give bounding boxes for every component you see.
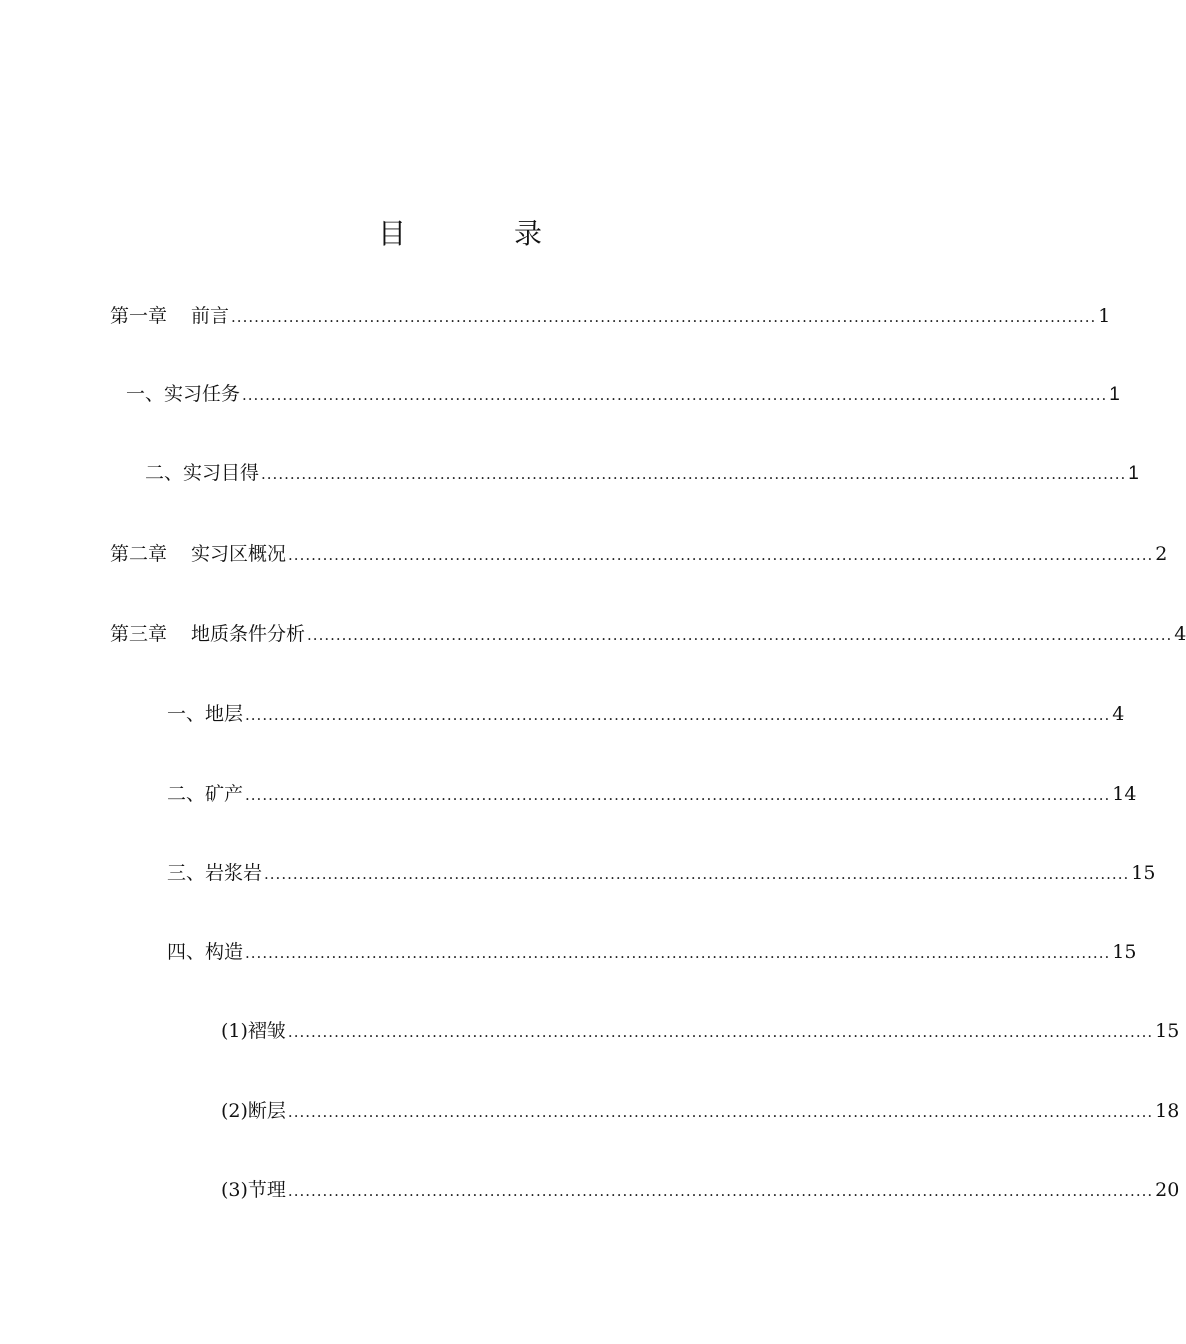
toc-page-number: 1	[1098, 305, 1111, 327]
toc-entry-label: 一、地层	[167, 703, 244, 725]
toc-entry[interactable]	[167, 859, 1156, 887]
toc-leader: ......................................................................................................................................................	[287, 1103, 1154, 1121]
toc-entry[interactable]	[110, 540, 1168, 568]
toc-page-number: 2	[1155, 543, 1168, 565]
toc-entry-label: 一、实习任务	[126, 383, 241, 405]
toc-entry[interactable]	[110, 620, 1186, 648]
toc-leader: ......................................................................................................................................................	[245, 706, 1111, 724]
toc-entry[interactable]	[221, 1176, 1180, 1204]
toc-page-number: 4	[1174, 623, 1186, 645]
toc-leader: ......................................................................................................................................................	[287, 1182, 1154, 1200]
toc-entry[interactable]	[167, 938, 1137, 966]
toc-leader: ......................................................................................................................................................	[242, 386, 1108, 404]
toc-page-number: 1	[1128, 463, 1139, 484]
toc-page-number: 15	[1112, 941, 1137, 963]
toc-leader: ......................................................................................................................................................	[264, 865, 1130, 883]
toc-page-number: 20	[1155, 1179, 1180, 1201]
toc-leader: ......................................................................................................................................................	[231, 308, 1097, 326]
toc-page-number: 18	[1155, 1100, 1180, 1122]
toc-title: 目 录	[377, 217, 582, 250]
toc-page-number: 15	[1155, 1020, 1180, 1042]
toc-entry[interactable]	[126, 380, 1120, 408]
toc-entry-label: 第三章 地质条件分析	[110, 623, 306, 645]
toc-leader: ......................................................................................................................................................	[307, 626, 1173, 644]
toc-entry-label: 三、岩浆岩	[167, 862, 263, 884]
toc-entry[interactable]	[167, 700, 1125, 728]
toc-entry[interactable]	[221, 1097, 1180, 1125]
toc-page-number: 4	[1112, 703, 1125, 725]
toc-entry[interactable]	[145, 459, 1139, 487]
toc-entry-label: 第二章 实习区概况	[110, 543, 287, 565]
toc-leader: ......................................................................................................................................................	[288, 546, 1154, 564]
toc-entry-label: 二、矿产	[167, 783, 244, 805]
toc-entry-label: (2)断层	[221, 1100, 286, 1122]
toc-entry-label: 四、构造	[167, 941, 244, 963]
toc-leader: ......................................................................................................................................................	[287, 1023, 1154, 1041]
toc-entry[interactable]	[110, 302, 1111, 330]
toc-entry-label: (3)节理	[221, 1179, 286, 1201]
toc-entry-label: (1)褶皱	[221, 1020, 286, 1042]
toc-entry-label: 第一章 前言	[110, 305, 230, 327]
toc-leader: ......................................................................................................................................................	[245, 786, 1111, 804]
toc-page-number: 14	[1112, 783, 1137, 805]
toc-page-number: 15	[1131, 862, 1156, 884]
toc-entry[interactable]	[221, 1017, 1180, 1045]
toc-leader: ......................................................................................................................................................	[261, 465, 1127, 483]
toc-entry[interactable]	[167, 780, 1137, 808]
toc-leader: ......................................................................................................................................................	[245, 944, 1111, 962]
toc-entry-label: 二、实习目得	[145, 462, 260, 484]
toc-page-number: 1	[1109, 384, 1120, 405]
